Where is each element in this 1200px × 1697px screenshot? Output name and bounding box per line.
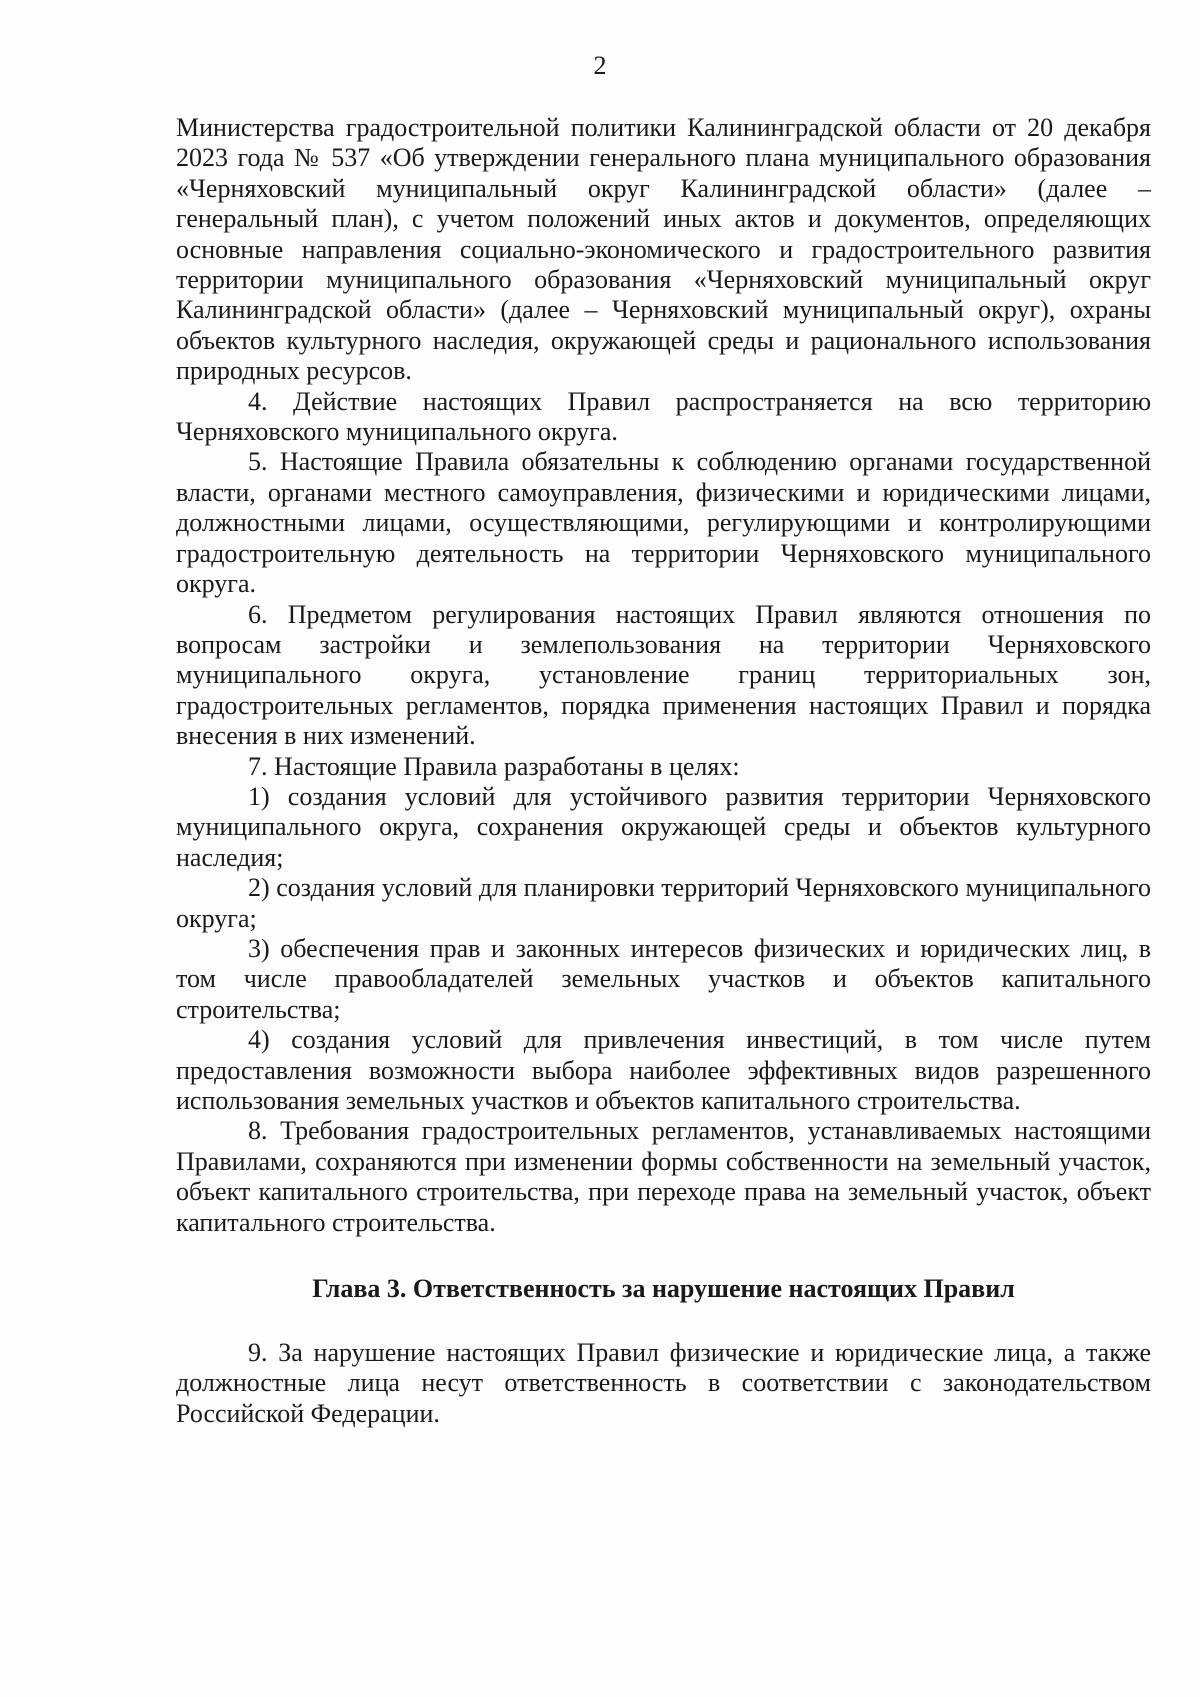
document-body [176,113,1151,1429]
page-number: 2 [593,51,607,80]
list-item-1: 1) создания условий для устойчивого развития территории Черняховского муниципального округа, сохранения окружающей среды и объектов культурного наследия; [176,781,1151,872]
paragraph-4: 4. Действие настоящих Правил распространяется на всю территорию Черняховского муниципального округа. [176,386,1151,447]
paragraph-9: 9. За нарушение настоящих Правил физические и юридические лица, а также должностные лица несут ответственность в соответствии с законодательством Российской Федерации. [176,1338,1151,1428]
chapter-heading: Глава 3. Ответственность за нарушение настоящих Правил [312,1274,1015,1304]
paragraph-continuation: Министерства градостроительной политики Калининградской области от 20 декабря 2023 года № 537 «Об утверждении генерального плана муниципального образования «Черняховский муниципальный округ Калининградской области» (далее – генеральный план), с учетом положений иных актов и документов, определяющих основные направления социально-экономического и градостроительного развития территории муниципального образования «Черняховский муниципальный округ Калининградской области» (далее – Черняховский муниципальный округ), охраны объектов культурного наследия, окружающей среды и рационального использования природных ресурсов. [176,113,1151,386]
paragraph-6: 6. Предметом регулирования настоящих Правил являются отношения по вопросам застройки и землепользования на территории Черняховского муниципального округа, установление границ территориальных зон, градостроительных регламентов, порядка применения настоящих Правил и порядка внесения в них изменений. [176,599,1151,751]
paragraph-7: 7. Настоящие Правила разработаны в целях: [248,751,740,781]
list-item-2: 2) создания условий для планировки территорий Черняховского муниципального округа; [176,873,1151,933]
list-item-3: 3) обеспечения прав и законных интересов физических и юридических лиц, в том числе правообладателей земельных участков и объектов капитального строительства; [176,933,1151,1024]
list-item-4: 4) создания условий для привлечения инвестиций, в том числе путем предоставления возможности выбора наиболее эффективных видов разрешенного использования земельных участков и объектов капитального строительства. [176,1025,1151,1115]
paragraph-5: 5. Настоящие Правила обязательны к соблюдению органами государственной власти, органами местного самоуправления, физическими и юридическими лицами, должностными лицами, осуществляющими, регулирующими и контролирующими градостроительную деятельность на территории Черняховского муниципального округа. [176,447,1151,599]
paragraph-8: 8. Требования градостроительных регламентов, устанавливаемых настоящими Правилами, сохраняются при изменении формы собственности на земельный участок, объект капитального строительства, при переходе права на земельный участок, объект капитального строительства. [176,1116,1151,1237]
